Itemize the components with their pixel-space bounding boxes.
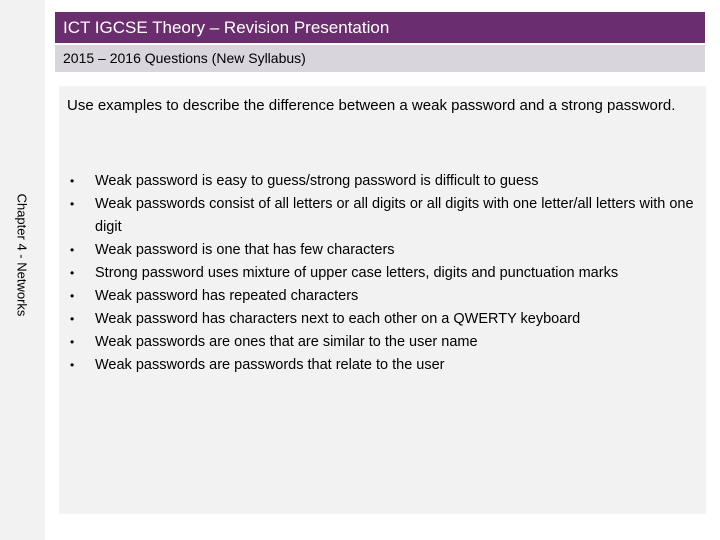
bullet-icon: • (70, 289, 75, 303)
bullet-icon: • (70, 358, 75, 372)
list-item (67, 308, 697, 331)
answer-list (67, 170, 697, 377)
bullet-icon: • (70, 243, 75, 257)
bullet-icon: • (70, 312, 75, 326)
list-item (67, 331, 697, 354)
list-item (67, 262, 697, 285)
list-item (67, 193, 697, 239)
slide-subtitle: 2015 – 2016 Questions (New Syllabus) (55, 45, 705, 72)
answer-text: Weak password is easy to guess/strong password is difficult to guess (95, 173, 539, 189)
list-item (67, 285, 697, 308)
chapter-label: Chapter 4 - Networks (14, 193, 30, 317)
bullet-icon: • (70, 174, 75, 188)
slide-title: ICT IGCSE Theory – Revision Presentation (55, 12, 705, 43)
answer-text: Weak passwords are passwords that relate to the user (95, 357, 445, 373)
answer-text: Weak passwords consist of all letters or all digits or all digits with one letter/all letters with one digit (95, 196, 694, 235)
bullet-icon: • (70, 335, 75, 349)
answer-text: Strong password uses mixture of upper case letters, digits and punctuation marks (95, 265, 619, 281)
answer-text: Weak password is one that has few characters (95, 242, 395, 258)
list-item (67, 239, 697, 262)
answer-text: Weak passwords are ones that are similar to the user name (95, 334, 478, 350)
bullet-icon: • (70, 197, 75, 211)
answer-text: Weak password has characters next to each other on a QWERTY keyboard (95, 311, 581, 327)
list-item (67, 354, 697, 377)
answer-text: Weak password has repeated characters (95, 288, 359, 304)
list-item (67, 170, 697, 193)
bullet-icon: • (70, 266, 75, 280)
question-text: Use examples to describe the difference between a weak password and a strong password. (67, 97, 676, 114)
